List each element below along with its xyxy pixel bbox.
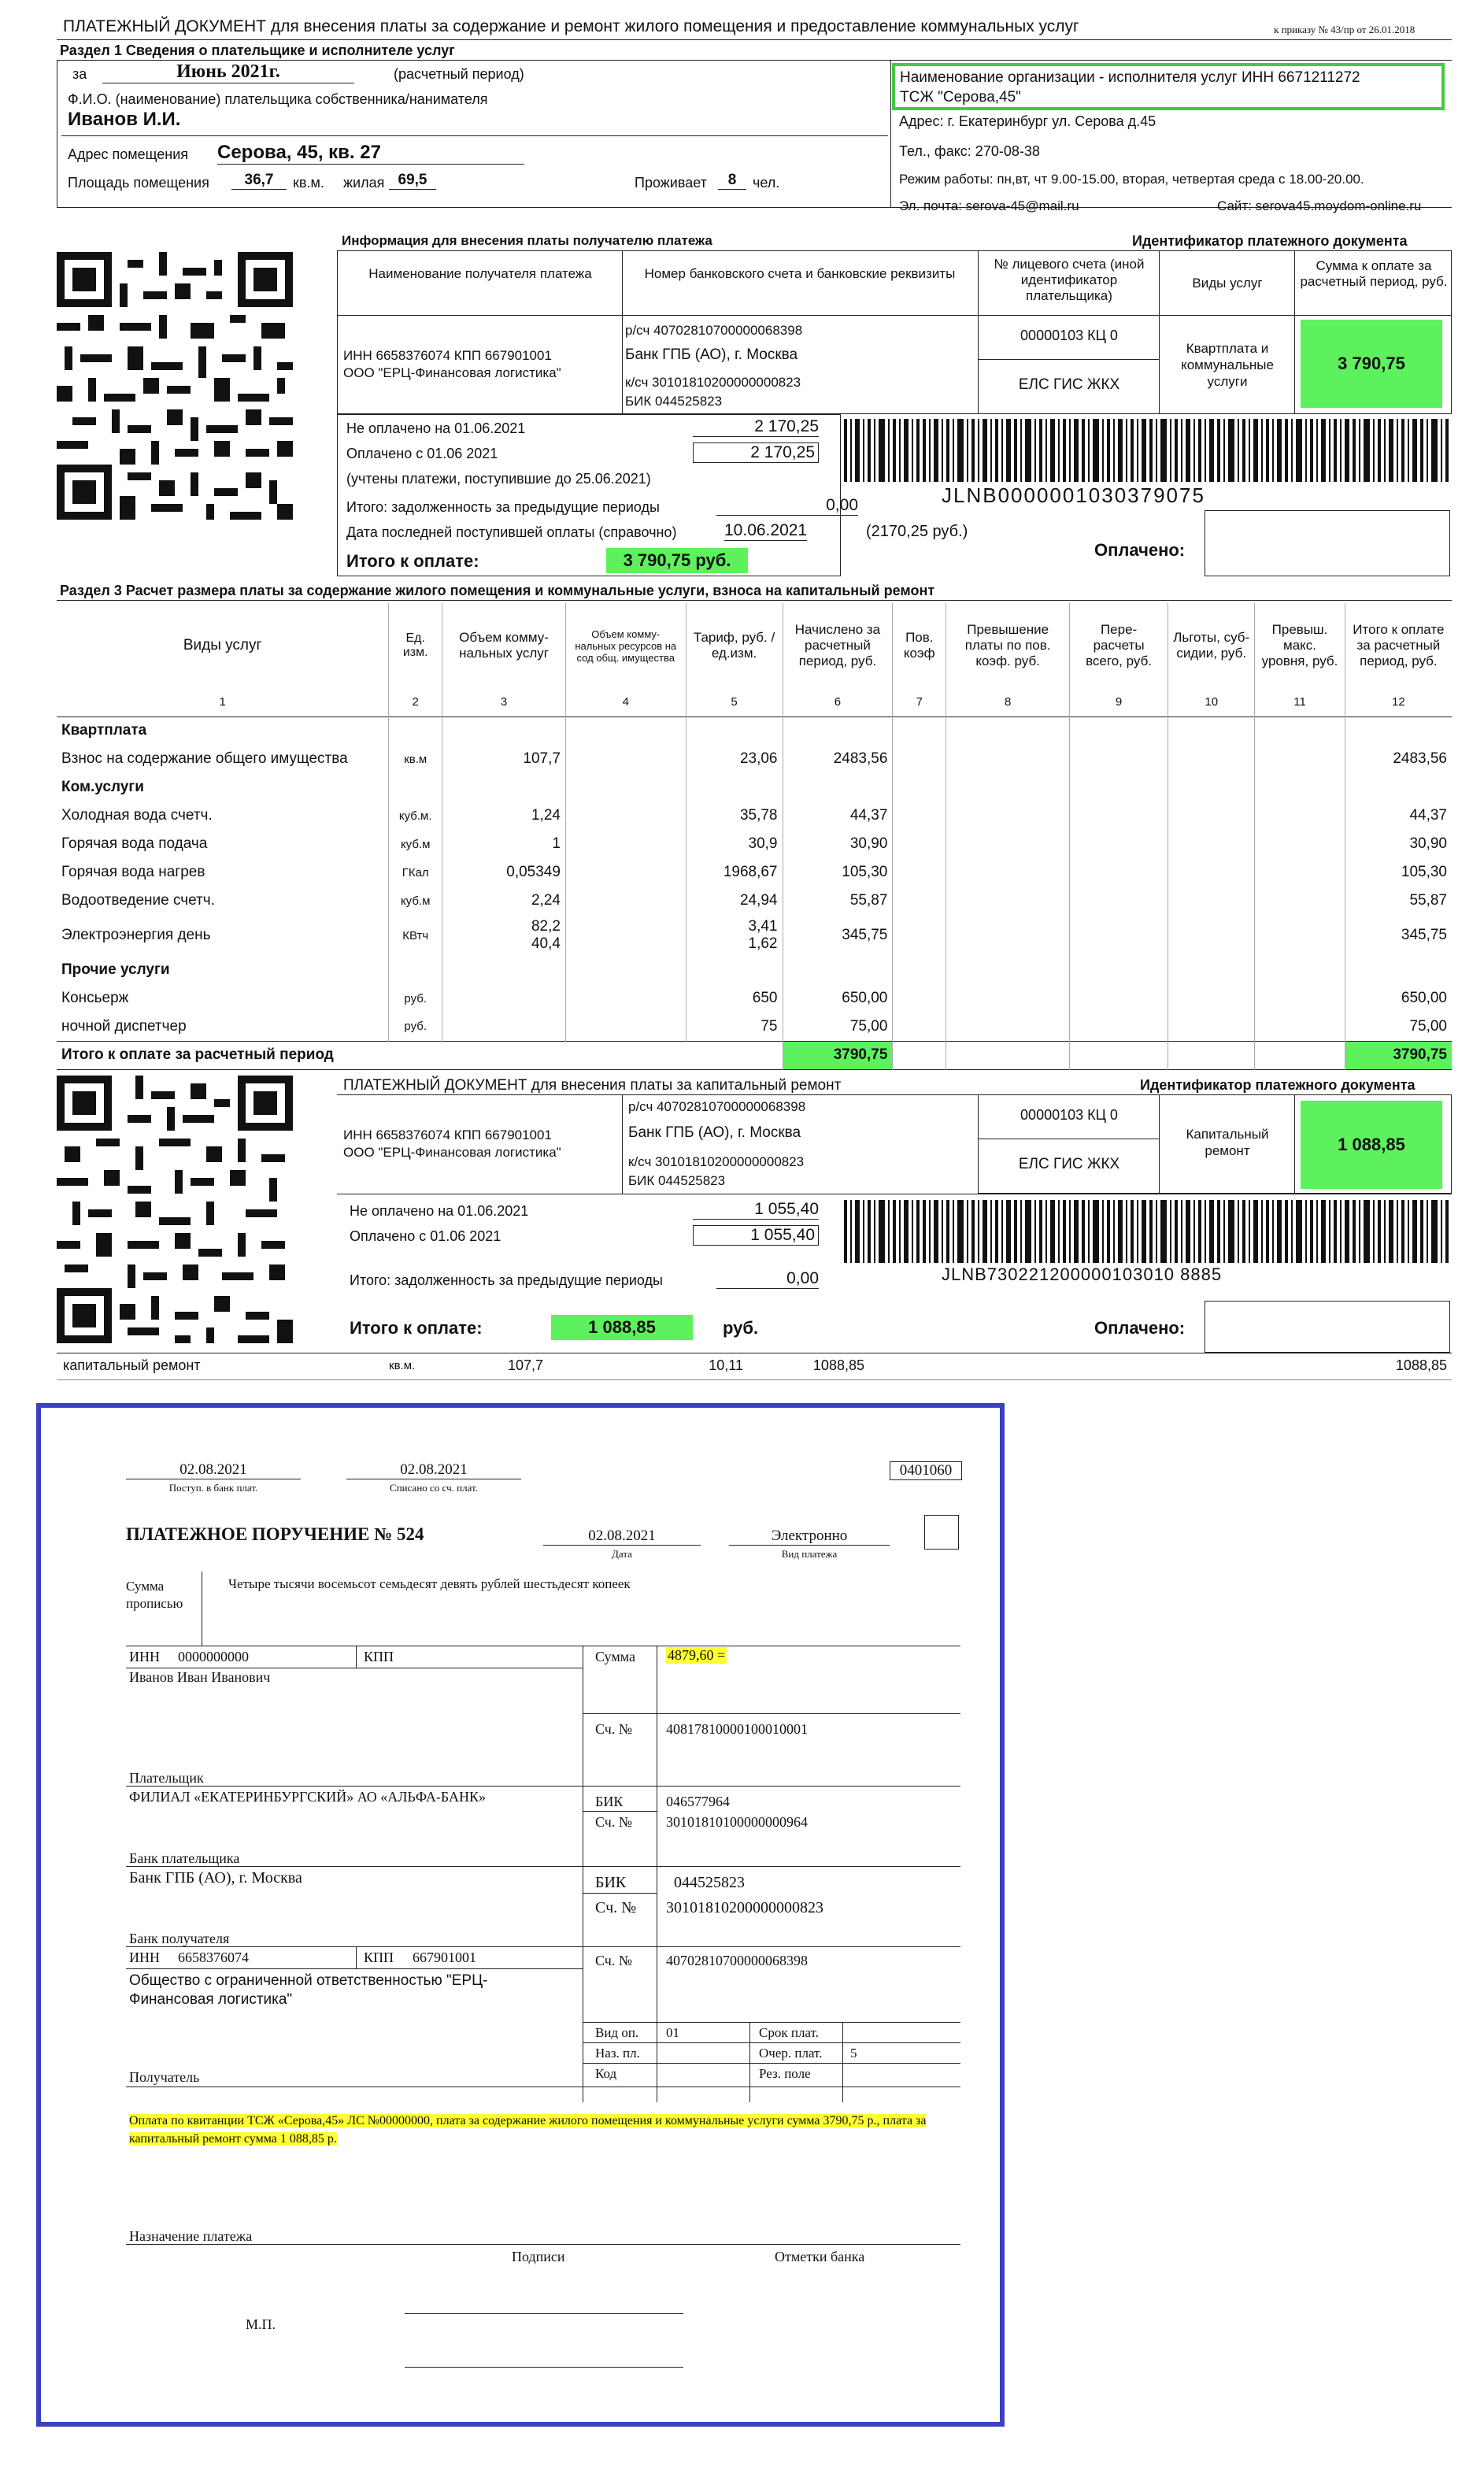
order-payer-inn: 0000000000 bbox=[178, 1649, 249, 1664]
capital-row-tariff: 10,11 bbox=[709, 1357, 743, 1373]
unpaid: 2 170,25 bbox=[693, 417, 819, 437]
row-unit: куб.м. bbox=[389, 802, 442, 830]
row-tariff: 75 bbox=[686, 1013, 783, 1041]
order-vid-op-label: Вид оп. bbox=[595, 2025, 639, 2040]
head-account: № лицевого счета (иной идентификатор плательщика) bbox=[994, 257, 1145, 303]
last-pay-label: Дата последней поступившей оплаты (справочно) bbox=[346, 524, 677, 540]
capital-bank-bik: БИК 044525823 bbox=[628, 1173, 726, 1188]
group-other: Прочие услуги bbox=[61, 961, 170, 978]
qr-code-icon bbox=[57, 1076, 293, 1343]
head-recipient: Наименование получателя платежа bbox=[368, 266, 592, 281]
row-volume: 1 bbox=[442, 830, 566, 858]
signature-line-2 bbox=[405, 2367, 683, 2368]
col-head-unit: Ед. изм. bbox=[389, 603, 442, 688]
capital-unpaid-label: Не оплачено на 01.06.2021 bbox=[350, 1203, 529, 1219]
capital-recipient-inn: ИНН 6658376074 КПП 667901001 bbox=[343, 1128, 552, 1142]
capital-total-label: Итого к оплате: bbox=[350, 1318, 483, 1338]
row-name: Взнос на содержание общего имущества bbox=[61, 750, 348, 767]
col-head-coef: Пов. коэф bbox=[893, 603, 946, 688]
debt: 0,00 bbox=[716, 496, 858, 516]
order-naz-label: Наз. пл. bbox=[595, 2046, 640, 2061]
row-tariff: 650 bbox=[686, 984, 783, 1013]
row-unit: кв.м bbox=[389, 745, 442, 773]
org-address: Адрес: г. Екатеринбург ул. Серова д.45 bbox=[899, 113, 1156, 129]
capital-debt-label: Итого: задолженность за предыдущие периоды bbox=[350, 1272, 663, 1288]
table-row bbox=[57, 858, 1452, 887]
order-recv-inn-label: ИНН bbox=[129, 1950, 160, 1965]
col-head-max: Превыш. макс. уровня, руб. bbox=[1255, 603, 1345, 688]
order-recv-name: Общество с ограниченной ответственностью "ЕРЦ-Финансовая логистика" bbox=[129, 1972, 488, 2008]
col-num-5: 5 bbox=[686, 688, 783, 716]
capital-sum: 1 088,85 bbox=[1301, 1101, 1442, 1189]
row-total: 345,75 bbox=[1345, 915, 1452, 956]
order-form-code: 0401060 bbox=[890, 1461, 962, 1480]
total: 3 790,75 руб. bbox=[606, 548, 748, 573]
period-prefix: за bbox=[72, 66, 87, 82]
bank-bik: БИК 044525823 bbox=[625, 394, 723, 409]
group-komuslugi: Ком.услуги bbox=[61, 779, 144, 795]
order-date-out-label: Списано со сч. плат. bbox=[390, 1482, 478, 1494]
capital-total: 1 088,85 bbox=[551, 1315, 693, 1340]
row-name: Холодная вода счетч. bbox=[61, 807, 213, 824]
order-vid-op: 01 bbox=[666, 2025, 679, 2040]
paid-note: (учтены платежи, поступившие до 25.06.2021) bbox=[346, 471, 651, 487]
row-total: 2483,56 bbox=[1345, 745, 1452, 773]
order-payer-bik: 046577964 bbox=[666, 1794, 730, 1809]
order-acc-label: Сч. № bbox=[595, 1721, 632, 1737]
row-unit: руб. bbox=[389, 1013, 442, 1041]
order-signs-label: Подписи bbox=[512, 2249, 565, 2264]
els: ЕЛС ГИС ЖКХ bbox=[1018, 376, 1120, 393]
col-num-11: 11 bbox=[1255, 688, 1345, 716]
order-payer-ks-label: Сч. № bbox=[595, 1814, 632, 1830]
signature-line-1 bbox=[405, 2313, 683, 2314]
org-site: Сайт: serova45.moydom-online.ru bbox=[1217, 198, 1422, 213]
area-total: 36,7 bbox=[231, 172, 287, 190]
address: Серова, 45, кв. 27 bbox=[217, 142, 524, 165]
order-kpp-label: КПП bbox=[364, 1649, 394, 1664]
capital-row-charged: 1088,85 bbox=[812, 1357, 864, 1373]
row-tariff: 24,94 bbox=[686, 887, 783, 915]
order-payer-acc: 40817810000100010001 bbox=[666, 1721, 808, 1737]
row-name: Горячая вода нагрев bbox=[61, 864, 205, 880]
order-payer-name: Иванов Иван Иванович bbox=[129, 1669, 271, 1685]
row-tariff-pair bbox=[686, 915, 783, 956]
order-sum-label: Сумма bbox=[595, 1649, 635, 1664]
row-charged: 55,87 bbox=[783, 887, 893, 915]
row-volume: 0,05349 bbox=[442, 858, 566, 887]
row-unit: руб. bbox=[389, 984, 442, 1013]
row-charged: 2483,56 bbox=[783, 745, 893, 773]
period-total-label: Итого к оплате за расчетный период bbox=[61, 1046, 334, 1063]
col-head-recalc: Пере- расчеты всего, руб. bbox=[1070, 603, 1168, 688]
row-charged: 345,75 bbox=[783, 915, 893, 956]
row-volume: 107,7 bbox=[442, 745, 566, 773]
period-note: (расчетный период) bbox=[394, 66, 524, 82]
order-payer-bank: ФИЛИАЛ «ЕКАТЕРИНБУРГСКИЙ» АО «АЛЬФА-БАНК» bbox=[129, 1789, 487, 1805]
last-pay-date: 10.06.2021 bbox=[724, 521, 808, 539]
order-recv-bank: Банк ГПБ (АО), г. Москва bbox=[129, 1869, 302, 1887]
invoice-title: ПЛАТЕЖНЫЙ ДОКУМЕНТ для внесения платы за содержание и ремонт жилого помещения и предоставление коммунальных услуг bbox=[63, 17, 1079, 35]
table-row bbox=[57, 745, 1452, 773]
paid-label: Оплачено с 01.06 2021 bbox=[346, 446, 498, 461]
org-hours: Режим работы: пн,вт, чт 9.00-15.00, вторая, четвертая среда с 18.00-20.00. bbox=[899, 172, 1364, 187]
order-recv-inn: 6658376074 bbox=[178, 1950, 249, 1965]
services: Квартплата и коммунальные услуги bbox=[1181, 341, 1274, 389]
row-name: Электроэнергия день bbox=[61, 927, 211, 943]
order-ocher: 5 bbox=[850, 2046, 857, 2061]
row-total: 105,30 bbox=[1345, 858, 1452, 887]
total-label: Итого к оплате: bbox=[346, 551, 479, 571]
capital-bank-name: Банк ГПБ (АО), г. Москва bbox=[628, 1124, 801, 1141]
col-head-excess: Превышение платы по пов. коэф. руб. bbox=[946, 603, 1070, 688]
recipient-name: ООО "ЕРЦ-Финансовая логистика" bbox=[343, 365, 561, 380]
table-row bbox=[57, 915, 1452, 956]
org-phone: Тел., факс: 270-08-38 bbox=[899, 143, 1040, 159]
col-head-resources: Объем комму- нальных ресурсов на сод общ. имущества bbox=[565, 603, 686, 688]
row-total: 44,37 bbox=[1345, 802, 1452, 830]
col-num-2: 2 bbox=[389, 688, 442, 716]
col-num-1: 1 bbox=[219, 695, 226, 709]
row-name: Консьерж bbox=[61, 990, 129, 1006]
col-num-10: 10 bbox=[1168, 688, 1255, 716]
area-living: 69,5 bbox=[389, 172, 436, 190]
table-row bbox=[57, 802, 1452, 830]
order-recv-ks: 30101810200000000823 bbox=[666, 1899, 823, 1916]
pay-info-title: Информация для внесения платы получателю платежа bbox=[342, 233, 712, 248]
row-tariff: 1968,67 bbox=[686, 858, 783, 887]
org-email: Эл. почта: serova-45@mail.ru bbox=[899, 198, 1079, 213]
col-num-9: 9 bbox=[1070, 688, 1168, 716]
order-recv-acc: 40702810700000068398 bbox=[666, 1953, 808, 1968]
order-purpose bbox=[129, 2112, 948, 2148]
col-head-benefits: Льготы, суб- сидии, руб. bbox=[1168, 603, 1255, 688]
row-unit: куб.м bbox=[389, 887, 442, 915]
order-recv-kpp-label: КПП bbox=[364, 1950, 394, 1965]
order-sum-words: Четыре тысячи восемьсот семьдесят девять рублей шестьдесят копеек bbox=[228, 1576, 631, 1591]
barcode-id: JLNB0000001030379075 bbox=[942, 483, 1205, 507]
head-sum: Сумма к оплате за расчетный период, руб. bbox=[1300, 258, 1448, 289]
doc-id-title: Идентификатор платежного документа bbox=[1132, 233, 1408, 249]
order-payer-ks: 30101810100000000964 bbox=[666, 1814, 808, 1830]
row-total: 30,90 bbox=[1345, 830, 1452, 858]
capital-paid-label: Оплачено с 01.06 2021 bbox=[350, 1228, 501, 1244]
row-charged: 75,00 bbox=[783, 1013, 893, 1041]
row-name: Водоотведение счетч. bbox=[61, 892, 215, 909]
row-total: 55,87 bbox=[1345, 887, 1452, 915]
org-line2: ТСЖ "Серова,45" bbox=[900, 89, 1021, 106]
calc-table bbox=[57, 603, 1452, 1070]
period-total: 3790,75 bbox=[783, 1041, 893, 1069]
order-pay-type: Электронно bbox=[729, 1527, 890, 1546]
capital-debt: 0,00 bbox=[716, 1269, 819, 1289]
row-unit: КВтч bbox=[389, 915, 442, 956]
section3-title: Раздел 3 Расчет размера платы за содержание жилого помещения и коммунальные услуги, взноса на капитальный ремонт bbox=[60, 583, 935, 598]
capital-row-name: капитальный ремонт bbox=[63, 1357, 201, 1373]
row-volume: 2,24 bbox=[442, 887, 566, 915]
payer-name: Иванов И.И. bbox=[68, 109, 181, 130]
row-total: 75,00 bbox=[1345, 1013, 1452, 1041]
residents: 8 bbox=[718, 172, 746, 190]
paid: 2 170,25 bbox=[693, 442, 819, 463]
area-unit: кв.м. bbox=[293, 175, 324, 191]
capital-service: Капитальный ремонт bbox=[1186, 1127, 1269, 1158]
capital-row-vol: 107,7 bbox=[507, 1357, 543, 1373]
order-payer-bank-label: Банк плательщика bbox=[129, 1850, 240, 1866]
table-row bbox=[57, 887, 1452, 915]
order-recv-bank-label: Банк получателя bbox=[129, 1931, 230, 1946]
head-bank: Номер банковского счета и банковские реквизиты bbox=[644, 266, 956, 281]
area-living-label: жилая bbox=[343, 175, 385, 191]
col-num-4: 4 bbox=[565, 688, 686, 716]
order-ref: к приказу № 43/пр от 26.01.2018 bbox=[1274, 24, 1416, 35]
section1-title: Раздел 1 Сведения о плательщике и исполнителе услуг bbox=[60, 43, 455, 58]
order-date: 02.08.2021 bbox=[543, 1527, 701, 1546]
col-head-total: Итого к оплате за расчетный период, руб. bbox=[1345, 603, 1452, 688]
table-row bbox=[57, 1013, 1452, 1041]
row-tariff: 3,41 bbox=[748, 918, 778, 935]
order-title: ПЛАТЕЖНОЕ ПОРУЧЕНИЕ № 524 bbox=[126, 1524, 424, 1544]
col-head-volume: Объем комму- нальных услуг bbox=[442, 603, 566, 688]
row-volume: 1,24 bbox=[442, 802, 566, 830]
col-num-8: 8 bbox=[946, 688, 1070, 716]
capital-paid: 1 055,40 bbox=[693, 1225, 819, 1246]
order-recv-bik: 044525823 bbox=[674, 1874, 745, 1891]
row-name: Горячая вода подача bbox=[61, 835, 208, 852]
row-volume-night: 40,4 bbox=[531, 935, 561, 952]
order-kod-label: Код bbox=[595, 2066, 617, 2081]
order-recv-ks-label: Сч. № bbox=[595, 1899, 637, 1916]
row-charged: 30,90 bbox=[783, 830, 893, 858]
payer-label: Ф.И.О. (наименование) плательщика собственника/нанимателя bbox=[68, 91, 488, 107]
table-row bbox=[57, 830, 1452, 858]
account-no: 00000103 КЦ 0 bbox=[1020, 328, 1118, 343]
table-row bbox=[57, 984, 1452, 1013]
capital-recipient-name: ООО "ЕРЦ-Финансовая логистика" bbox=[343, 1145, 561, 1160]
period-total-12: 3790,75 bbox=[1345, 1041, 1452, 1069]
order-date-in-label: Поступ. в банк плат. bbox=[168, 1482, 258, 1494]
org-line1: Наименование организации - исполнителя услуг ИНН 6671211272 bbox=[900, 69, 1360, 86]
capital-doc-id-title: Идентификатор платежного документа bbox=[1140, 1077, 1416, 1093]
col-num-6: 6 bbox=[783, 688, 893, 716]
row-volume: 82,2 bbox=[531, 918, 561, 935]
org-name-box bbox=[892, 63, 1445, 110]
order-purpose-text: Оплата по квитанции ТСЖ «Серова,45» ЛС №00000000, плата за содержание жилого помещения и коммунальные услуги сумма 3790,75 р., плата за капитальный ремонт сумма 1 088,85 р. bbox=[129, 2114, 927, 2146]
row-total: 650,00 bbox=[1345, 984, 1452, 1013]
col-head-tariff: Тариф, руб. / ед.изм. bbox=[686, 603, 783, 688]
order-recv-acc-label: Сч. № bbox=[595, 1953, 632, 1968]
col-num-12: 12 bbox=[1345, 688, 1452, 716]
bank-rs: р/сч 40702810700000068398 bbox=[625, 323, 803, 338]
last-pay-sum: (2170,25 руб.) bbox=[866, 523, 968, 540]
col-num-3: 3 bbox=[442, 688, 566, 716]
capital-title: ПЛАТЕЖНЫЙ ДОКУМЕНТ для внесения платы за капитальный ремонт bbox=[343, 1077, 842, 1094]
order-date-out: 02.08.2021 bbox=[346, 1461, 521, 1479]
row-charged: 44,37 bbox=[783, 802, 893, 830]
area-label: Площадь помещения bbox=[68, 175, 209, 191]
order-payer-label: Плательщик bbox=[129, 1770, 204, 1786]
barcode-icon bbox=[844, 419, 1450, 482]
capital-unpaid: 1 055,40 bbox=[693, 1200, 819, 1220]
capital-barcode-id: JLNB730221200000103010 8885 bbox=[942, 1265, 1223, 1284]
order-recv-bik-label: БИК bbox=[595, 1874, 627, 1891]
capital-els: ЕЛС ГИС ЖКХ bbox=[1018, 1156, 1120, 1172]
row-tariff-night: 1,62 bbox=[748, 935, 778, 952]
order-mp-label: М.П. bbox=[246, 2316, 276, 2332]
qr-code-icon bbox=[57, 252, 293, 520]
sum-total: 3 790,75 bbox=[1301, 320, 1442, 408]
capital-account-no: 00000103 КЦ 0 bbox=[1020, 1107, 1118, 1123]
bank-name: Банк ГПБ (АО), г. Москва bbox=[625, 346, 798, 363]
row-tariff: 30,9 bbox=[686, 830, 783, 858]
head-services: Виды услуг bbox=[1192, 276, 1263, 291]
row-tariff: 23,06 bbox=[686, 745, 783, 773]
order-bank-marks-label: Отметки банка bbox=[775, 2249, 865, 2264]
col-head-charged: Начислено за расчетный период, руб. bbox=[783, 603, 893, 688]
order-ocher-label: Очер. плат. bbox=[759, 2046, 823, 2061]
capital-paid-stamp-box[interactable] bbox=[1205, 1301, 1450, 1353]
capital-paid-box-label: Оплачено: bbox=[1094, 1318, 1186, 1338]
residents-label: Проживает bbox=[635, 175, 707, 191]
capital-bank-ks: к/сч 30101810200000000823 bbox=[628, 1154, 805, 1169]
debt-label: Итого: задолженность за предыдущие периоды bbox=[346, 499, 660, 515]
col-head-service: Виды услуг bbox=[183, 637, 262, 654]
row-charged: 105,30 bbox=[783, 858, 893, 887]
col-num-7: 7 bbox=[893, 688, 946, 716]
order-sum-words-label: Сумма прописью bbox=[126, 1579, 183, 1611]
order-payer-bik-label: БИК bbox=[595, 1794, 624, 1809]
order-sum: 4879,60 = bbox=[668, 1647, 726, 1663]
order-recv-label: Получатель bbox=[129, 2069, 200, 2085]
paid-box-label: Оплачено: bbox=[1094, 540, 1186, 560]
group-kvartplata: Квартплата bbox=[61, 722, 147, 739]
recipient-inn: ИНН 6658376074 КПП 667901001 bbox=[343, 348, 552, 363]
order-date-label: Дата bbox=[612, 1548, 632, 1560]
paid-stamp-box[interactable] bbox=[1205, 510, 1450, 576]
row-tariff: 35,78 bbox=[686, 802, 783, 830]
unpaid-label: Не оплачено на 01.06.2021 bbox=[346, 420, 526, 436]
order-recv-kpp: 667901001 bbox=[413, 1950, 476, 1965]
order-checkbox[interactable] bbox=[924, 1515, 959, 1550]
row-volume-pair bbox=[442, 915, 566, 956]
capital-row-unit: кв.м. bbox=[389, 1359, 416, 1372]
period: Июнь 2021г. bbox=[102, 61, 354, 83]
capital-total-unit: руб. bbox=[723, 1318, 759, 1338]
order-pay-type-label: Вид платежа bbox=[781, 1548, 838, 1560]
order-date-in: 02.08.2021 bbox=[126, 1461, 301, 1479]
address-label: Адрес помещения bbox=[68, 146, 189, 162]
order-srok-label: Срок плат. bbox=[759, 2025, 819, 2040]
residents-unit: чел. bbox=[753, 175, 780, 191]
bank-ks: к/сч 30101810200000000823 bbox=[625, 375, 801, 390]
order-purpose-label: Назначение платежа bbox=[129, 2228, 253, 2244]
row-unit: куб.м bbox=[389, 830, 442, 858]
row-charged: 650,00 bbox=[783, 984, 893, 1013]
barcode-icon bbox=[844, 1200, 1450, 1263]
row-name: ночной диспетчер bbox=[61, 1017, 187, 1035]
capital-row-total: 1088,85 bbox=[1395, 1357, 1447, 1373]
order-rez-label: Рез. поле bbox=[759, 2066, 811, 2081]
row-unit: ГКал bbox=[389, 858, 442, 887]
order-inn-label: ИНН bbox=[129, 1649, 160, 1664]
capital-bank-rs: р/сч 40702810700000068398 bbox=[628, 1099, 806, 1114]
